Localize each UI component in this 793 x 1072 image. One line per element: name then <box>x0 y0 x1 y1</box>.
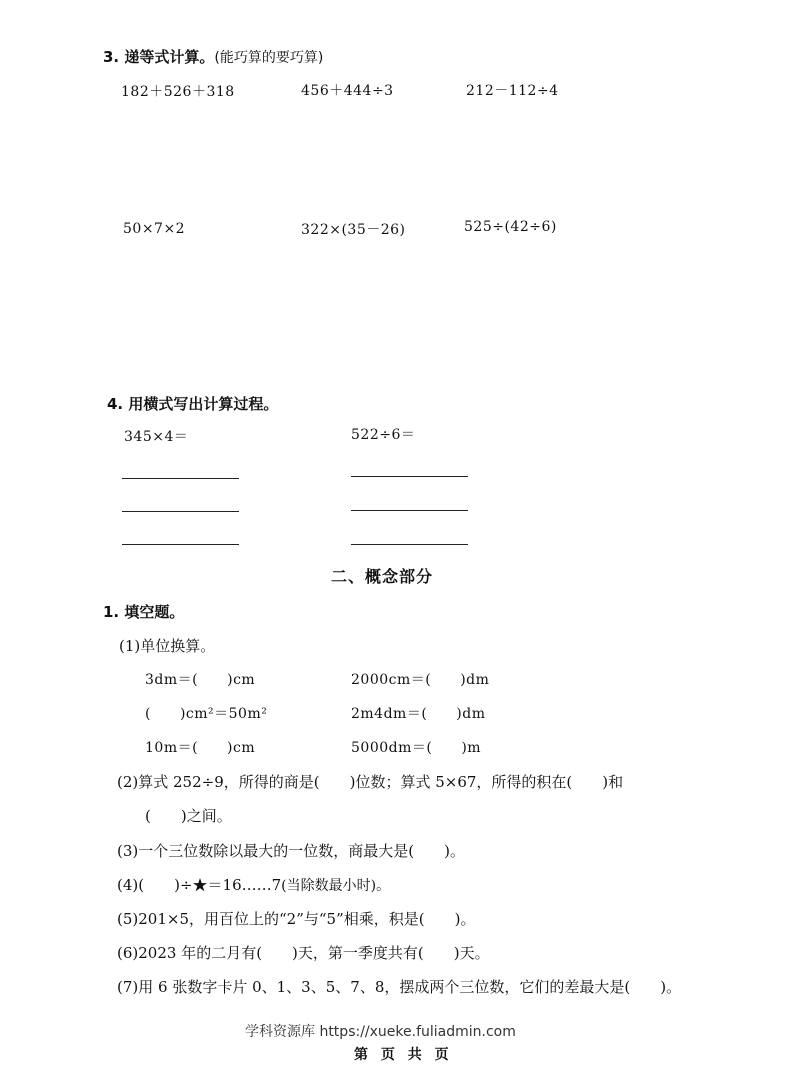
unit-item-1: 3dm＝( )cm <box>145 672 256 688</box>
page-number: 第 页 共 页 <box>354 1047 453 1063</box>
fill-p2-line2: ( )之间。 <box>145 807 232 825</box>
answer-line[interactable] <box>351 544 468 545</box>
q3-note: (能巧算的要巧算) <box>214 50 324 66</box>
answer-line[interactable] <box>122 478 239 479</box>
q4-expr-2: 522÷6＝ <box>351 427 416 443</box>
fill-p1-title: (1)单位换算。 <box>119 637 216 655</box>
unit-item-6: 5000dm＝( )m <box>351 740 482 756</box>
q3-expr-2: 456＋444÷3 <box>301 83 394 99</box>
fill-p3: (3)一个三位数除以最大的一位数，商最大是( )。 <box>117 842 465 860</box>
q3-expr-1: 182＋526＋318 <box>121 84 235 100</box>
answer-line[interactable] <box>122 511 239 512</box>
fill-p2-line1: (2)算式 252÷9，所得的商是( )位数；算式 5×67，所得的积在( )和 <box>117 773 624 791</box>
footer-source: 学科资源库 https://xueke.fuliadmin.com <box>245 1024 516 1040</box>
fill-title: 1. 填空题。 <box>103 603 185 621</box>
fill-p6: (6)2023 年的二月有( )天，第一季度共有( )天。 <box>117 944 490 962</box>
fill-p7: (7)用 6 张数字卡片 0、1、3、5、7、8，摆成两个三位数，它们的差最大是( )。 <box>117 978 682 996</box>
answer-line[interactable] <box>351 510 468 511</box>
fill-p4: (4)( )÷★＝16……7(当除数最小时)。 <box>117 876 391 894</box>
unit-item-3: ( )cm²＝50m² <box>145 706 268 722</box>
section-title: 二、概念部分 <box>331 567 434 586</box>
unit-item-5: 10m＝( )cm <box>145 740 256 756</box>
q3-expr-4: 50×7×2 <box>123 221 186 237</box>
q3-expr-6: 525÷(42÷6) <box>464 219 557 235</box>
q4-title: 4. 用横式写出计算过程。 <box>107 395 279 413</box>
fill-p5: (5)201×5，用百位上的“2”与“5”相乘，积是( )。 <box>117 910 476 928</box>
answer-line[interactable] <box>351 476 468 477</box>
q3-expr-5: 322×(35－26) <box>301 222 406 238</box>
fill-p4-note: (当除数最小时)。 <box>281 878 391 894</box>
unit-item-4: 2m4dm＝( )dm <box>351 706 486 722</box>
q3-title: 3. 递等式计算。(能巧算的要巧算) <box>103 48 324 66</box>
answer-line[interactable] <box>122 544 239 545</box>
unit-item-2: 2000cm＝( )dm <box>351 672 490 688</box>
q3-expr-3: 212－112÷4 <box>466 83 559 99</box>
q4-expr-1: 345×4＝ <box>124 429 189 445</box>
